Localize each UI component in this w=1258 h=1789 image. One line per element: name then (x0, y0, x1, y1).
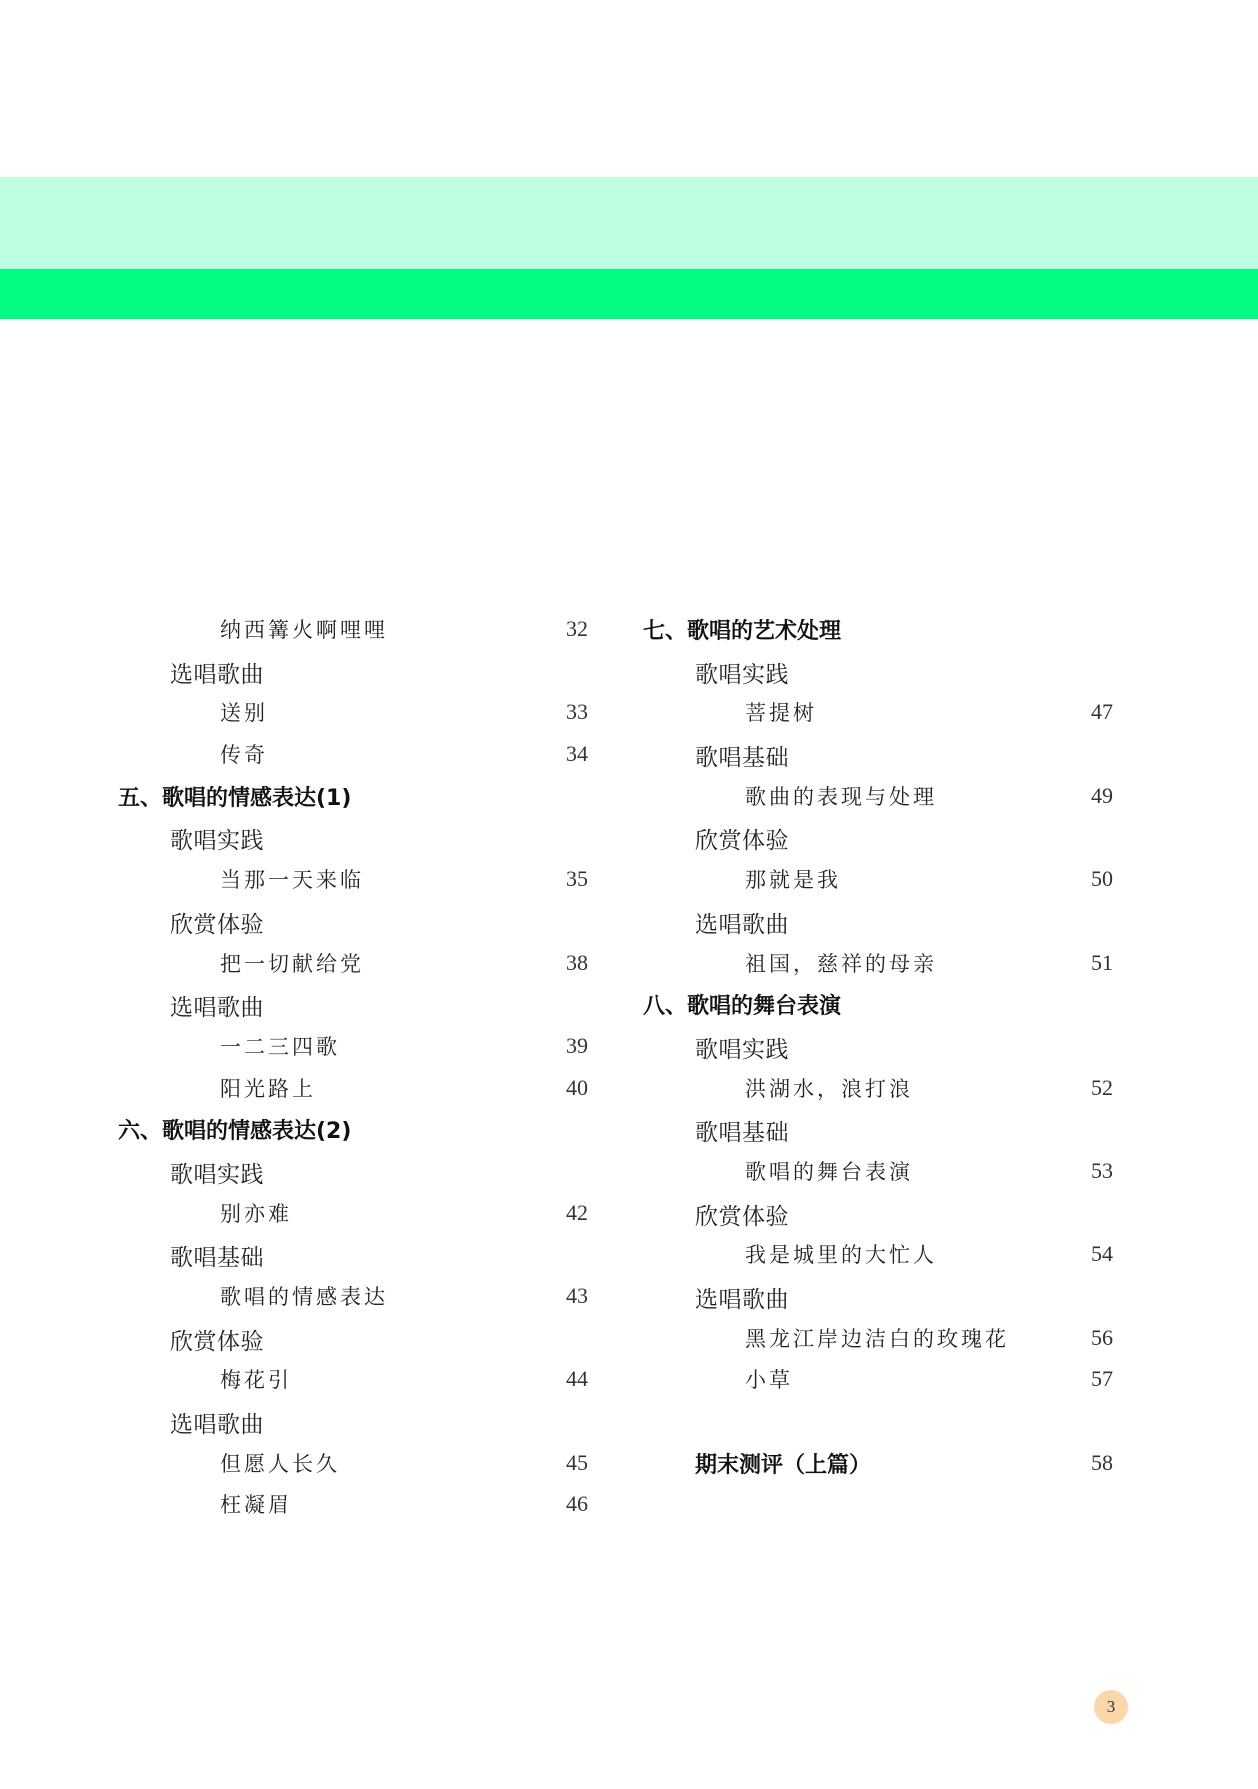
toc-page-number: 38 (566, 949, 588, 975)
toc-chapter[interactable] (643, 610, 1113, 652)
toc-section[interactable] (118, 985, 588, 1027)
toc-entry-title: 歌曲的表现与处理 (745, 784, 937, 809)
toc-item[interactable] (643, 1152, 1113, 1194)
toc-page-number: 43 (566, 1283, 588, 1308)
toc-section[interactable] (118, 1319, 588, 1361)
toc-entry-title: 歌唱实践 (170, 1161, 264, 1188)
toc-page-number: 52 (1091, 1074, 1113, 1100)
toc-item[interactable] (118, 1444, 588, 1486)
toc-item[interactable] (643, 1069, 1113, 1111)
toc-section[interactable] (643, 1110, 1113, 1152)
toc-entry-title: 歌唱实践 (695, 661, 789, 688)
toc-entry-title: 选唱歌曲 (170, 661, 264, 688)
toc-item[interactable] (118, 1194, 588, 1236)
toc-item[interactable] (118, 1027, 588, 1069)
toc-item-bold[interactable] (643, 1444, 1113, 1486)
toc-page-number: 46 (566, 1491, 588, 1517)
header-band-dark (0, 269, 1258, 319)
toc-section[interactable] (118, 1402, 588, 1444)
toc-entry-title: 欣赏体验 (695, 828, 789, 855)
toc-section[interactable] (643, 652, 1113, 694)
toc-entry-title: 阳光路上 (220, 1076, 316, 1101)
toc-item[interactable] (118, 1069, 588, 1111)
toc-entry-title: 选唱歌曲 (695, 911, 789, 938)
page-number-badge: 3 (1094, 1690, 1128, 1724)
toc-page-number: 39 (566, 1032, 588, 1058)
toc-entry-title: 洪湖水，浪打浪 (745, 1076, 913, 1101)
header-band-light (0, 177, 1258, 269)
toc-item[interactable] (118, 693, 588, 735)
toc-chapter[interactable] (118, 777, 588, 819)
toc-entry-title: 选唱歌曲 (170, 1412, 264, 1439)
toc-entry-title: 选唱歌曲 (695, 1287, 789, 1313)
toc-item[interactable] (643, 1235, 1113, 1277)
toc-entry-title: 传奇 (220, 743, 268, 768)
toc-page-number: 42 (566, 1199, 588, 1225)
toc-entry-title: 歌唱基础 (695, 1120, 789, 1147)
toc-spacer (643, 1402, 1113, 1444)
toc-item[interactable] (118, 860, 588, 902)
toc-entry-title: 梅花引 (220, 1368, 292, 1393)
toc-section[interactable] (643, 818, 1113, 860)
toc-entry-title: 那就是我 (745, 868, 841, 893)
toc-entry-title: 祖国，慈祥的母亲 (745, 951, 937, 976)
toc-entry-title: 把一切献给党 (220, 951, 364, 976)
toc-page-number: 50 (1091, 866, 1113, 892)
toc-page-number: 51 (1091, 949, 1113, 975)
toc-entry-title: 歌唱实践 (695, 1036, 789, 1063)
toc-entry-title: 歌唱的情感表达 (220, 1285, 388, 1309)
toc-section[interactable] (118, 1235, 588, 1277)
toc-page-number: 53 (1091, 1157, 1113, 1183)
toc-page-number: 40 (566, 1074, 588, 1100)
toc-entry-title: 八、歌唱的舞台表演 (643, 994, 842, 1020)
toc-item[interactable] (118, 610, 588, 652)
toc-item[interactable] (118, 944, 588, 986)
toc-section[interactable] (118, 902, 588, 944)
toc-entry-title: 六、歌唱的情感表达(2) (118, 1119, 352, 1145)
toc-item[interactable] (118, 1485, 588, 1527)
toc-section[interactable] (643, 1277, 1113, 1319)
toc-item[interactable] (118, 735, 588, 777)
toc-page-number: 33 (566, 699, 588, 725)
toc-item[interactable] (643, 777, 1113, 819)
toc-page-number: 45 (566, 1449, 588, 1475)
toc-right-column (643, 610, 1113, 1485)
toc-entry-title: 歌唱实践 (170, 828, 264, 855)
toc-item[interactable] (643, 860, 1113, 902)
toc-entry-title: 期末测评（上篇） (695, 1452, 872, 1478)
toc-entry-title: 别亦难 (220, 1201, 292, 1226)
toc-page-number: 35 (566, 866, 588, 892)
toc-page-number: 47 (1091, 699, 1113, 725)
toc-item[interactable] (643, 1319, 1113, 1361)
toc-entry-title: 一二三四歌 (220, 1034, 340, 1059)
toc-item[interactable] (118, 1360, 588, 1402)
toc-chapter[interactable] (118, 1110, 588, 1152)
toc-chapter[interactable] (643, 985, 1113, 1027)
toc-page-number: 49 (1091, 782, 1113, 808)
toc-entry-title: 歌唱基础 (170, 1245, 264, 1272)
toc-entry-title: 七、歌唱的艺术处理 (643, 619, 842, 644)
toc-page-number: 58 (1091, 1449, 1113, 1475)
toc-entry-title: 送别 (220, 701, 268, 726)
toc-entry-title: 我是城里的大忙人 (745, 1243, 937, 1268)
toc-item[interactable] (643, 693, 1113, 735)
toc-entry-title: 欣赏体验 (170, 1328, 264, 1355)
toc-entry-title: 五、歌唱的情感表达(1) (118, 785, 352, 811)
toc-section[interactable] (643, 1027, 1113, 1069)
toc-page-number: 56 (1091, 1324, 1113, 1350)
toc-section[interactable] (643, 1194, 1113, 1236)
toc-entry-title: 选唱歌曲 (170, 995, 264, 1022)
toc-section[interactable] (643, 735, 1113, 777)
toc-entry-title: 枉凝眉 (220, 1493, 292, 1518)
toc-page-number: 34 (566, 741, 588, 767)
toc-section[interactable] (118, 652, 588, 694)
toc-page-number: 54 (1091, 1241, 1113, 1267)
toc-left-column (118, 610, 588, 1527)
toc-entry-title: 欣赏体验 (695, 1203, 789, 1230)
toc-page-number: 32 (566, 616, 588, 641)
toc-section[interactable] (118, 1152, 588, 1194)
toc-entry-title: 歌唱基础 (695, 745, 789, 772)
toc-page-number: 57 (1091, 1366, 1113, 1392)
toc-item[interactable] (643, 1360, 1113, 1402)
toc-item[interactable] (118, 1277, 588, 1319)
toc-entry-title: 但愿人长久 (220, 1451, 340, 1476)
toc-entry-title: 当那一天来临 (220, 868, 364, 893)
toc-entry-title: 纳西篝火啊哩哩 (220, 618, 388, 642)
toc-section[interactable] (118, 818, 588, 860)
toc-entry-title: 小草 (745, 1368, 793, 1393)
toc-entry-title: 菩提树 (745, 701, 817, 726)
toc-entry-title: 黑龙江岸边洁白的玫瑰花 (745, 1326, 1009, 1351)
toc-page-number: 44 (566, 1366, 588, 1392)
toc-item[interactable] (643, 944, 1113, 986)
toc-section[interactable] (643, 902, 1113, 944)
toc-entry-title: 欣赏体验 (170, 911, 264, 938)
toc-entry-title: 歌唱的舞台表演 (745, 1159, 913, 1184)
